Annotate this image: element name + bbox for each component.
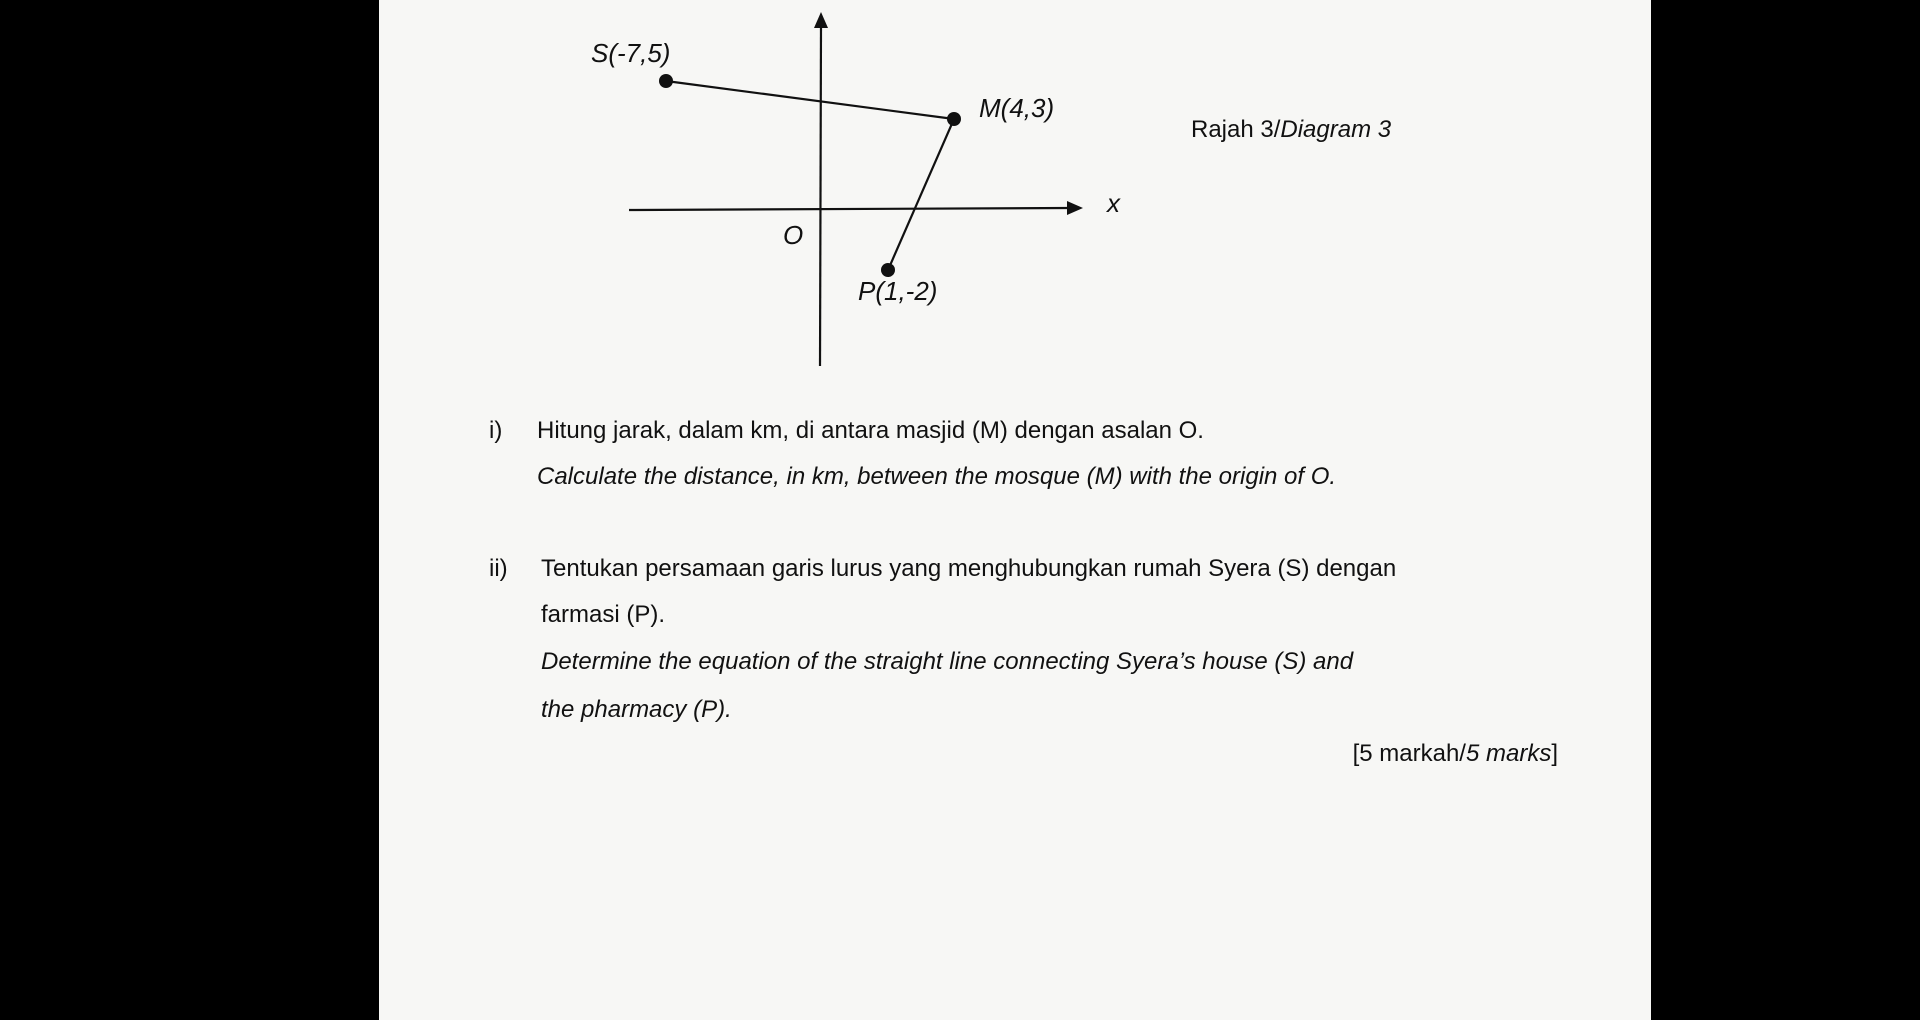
x-axis-arrow xyxy=(1067,201,1083,215)
diagram-caption xyxy=(1191,116,1391,144)
caption-malay: Rajah 3/ xyxy=(1191,116,1281,143)
question-2-malay-line2: farmasi (P). xyxy=(541,601,666,628)
question-1-english: Calculate the distance, in km, between the mosque (M) with the origin of O. xyxy=(537,463,1337,490)
question-2-english-line2: the pharmacy (P). xyxy=(541,696,732,723)
point-s xyxy=(659,74,673,88)
question-2-english-line1: Determine the equation of the straight line connecting Syera’s house (S) and xyxy=(541,648,1354,675)
caption-english: Diagram 3 xyxy=(1280,116,1392,143)
question-2-malay-line1: Tentukan persamaan garis lurus yang menghubungkan rumah Syera (S) dengan xyxy=(541,555,1397,582)
point-s-label: S(-7,5) xyxy=(591,38,671,68)
line-s-to-m xyxy=(666,81,954,119)
marks-close: ] xyxy=(1551,740,1558,767)
exam-page xyxy=(379,0,1651,1020)
line-m-to-p xyxy=(888,119,954,270)
coordinate-diagram xyxy=(379,0,1651,380)
question-1-number: i) xyxy=(489,417,503,444)
question-2-number: ii) xyxy=(489,555,508,582)
y-axis-arrow xyxy=(814,12,828,28)
marks-malay: [5 markah/ xyxy=(1352,740,1466,767)
diagram-svg xyxy=(379,0,1651,380)
x-axis xyxy=(629,208,1069,210)
question-1-malay: Hitung jarak, dalam km, di antara masjid (M) dengan asalan O. xyxy=(537,417,1204,444)
origin-label: O xyxy=(783,220,804,250)
marks-english: 5 marks xyxy=(1465,740,1552,767)
x-axis-label: x xyxy=(1107,188,1120,218)
marks-label xyxy=(1353,740,1558,768)
point-p xyxy=(881,263,895,277)
point-m xyxy=(947,112,961,126)
point-m-label: M(4,3) xyxy=(979,93,1055,123)
y-axis xyxy=(820,24,821,366)
point-p-label: P(1,-2) xyxy=(858,276,938,306)
